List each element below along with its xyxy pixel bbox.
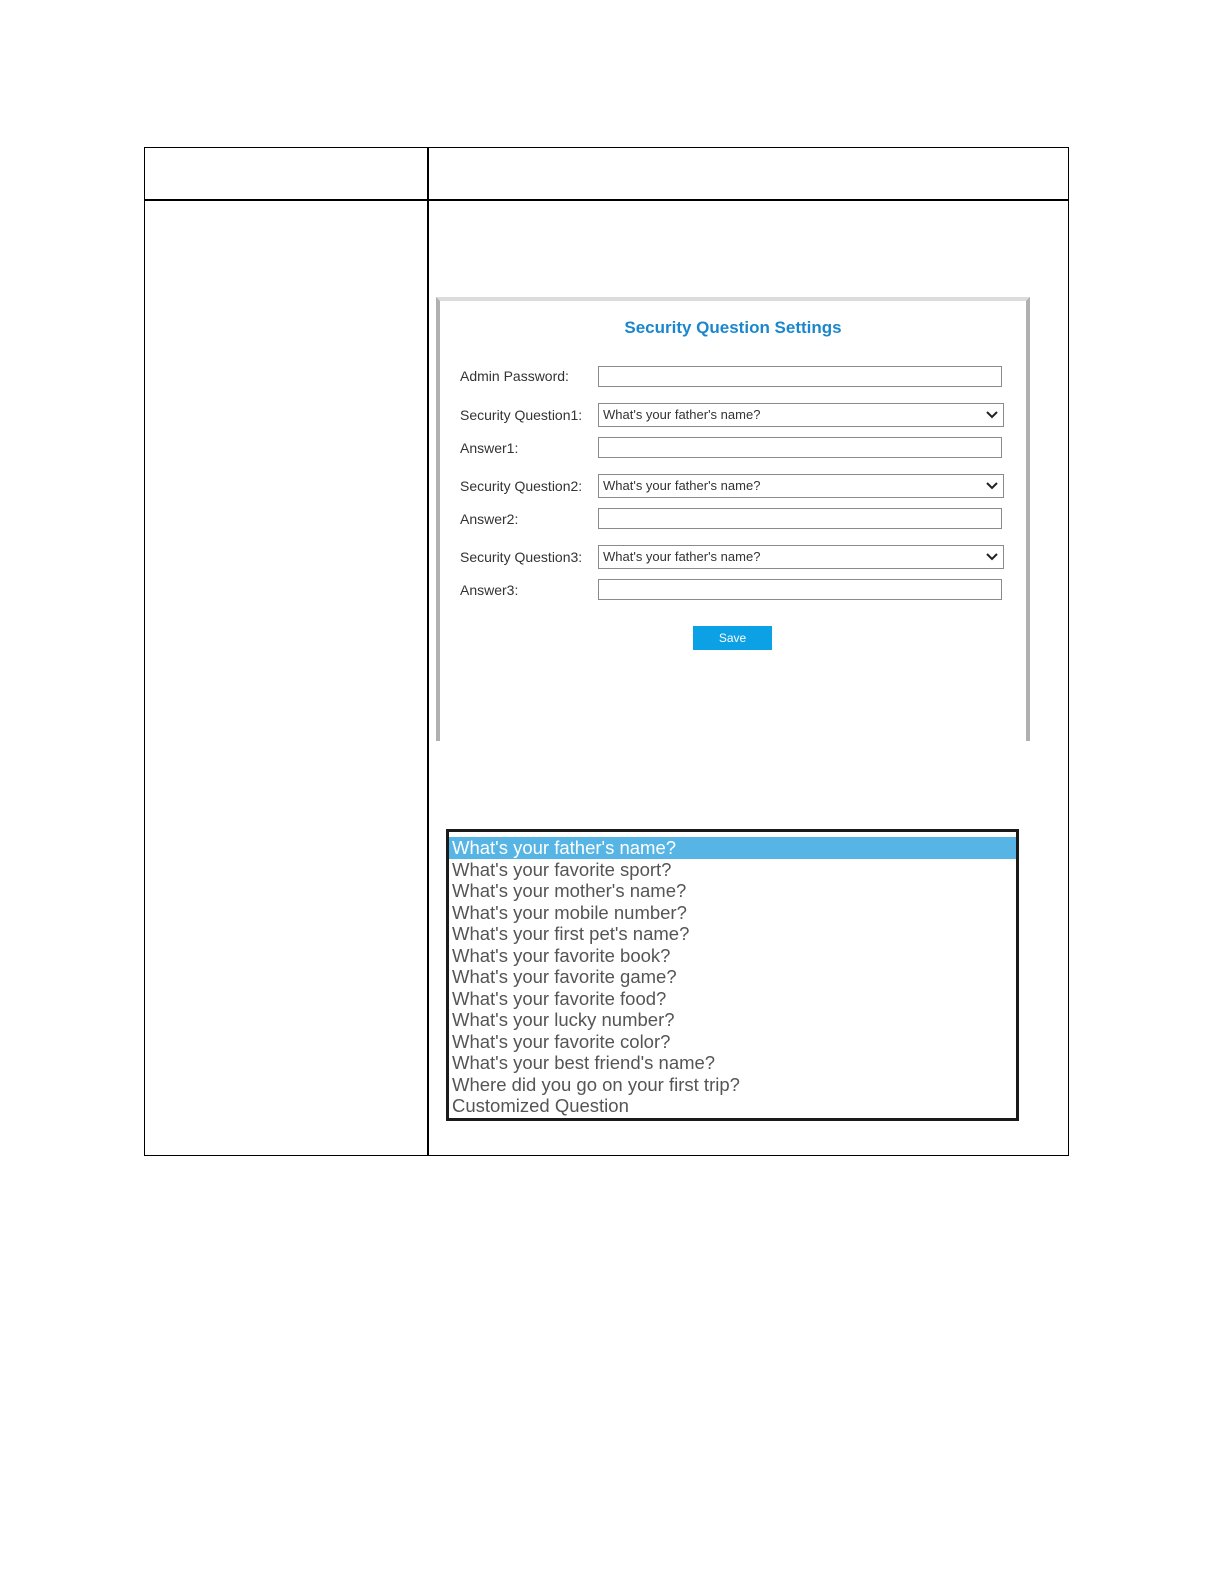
panel-title: Security Question Settings bbox=[624, 318, 842, 337]
security-question-settings-panel bbox=[436, 297, 1030, 741]
security-question-options-list bbox=[446, 829, 1019, 1121]
question-option[interactable]: What's your mobile number? bbox=[452, 901, 687, 923]
save-button[interactable]: Save bbox=[693, 626, 772, 650]
table-column-divider bbox=[427, 148, 429, 1155]
question-option[interactable]: What's your father's name? bbox=[449, 837, 1016, 859]
chevron-down-icon bbox=[985, 477, 999, 493]
question-option[interactable]: What's your favorite food? bbox=[452, 987, 667, 1009]
security-question1-select[interactable] bbox=[598, 403, 1004, 427]
answer3-label: Answer3: bbox=[460, 582, 519, 598]
question-option[interactable]: Where did you go on your first trip? bbox=[452, 1073, 740, 1095]
question-option[interactable]: What's your best friend's name? bbox=[452, 1052, 716, 1073]
answer2-label: Answer2: bbox=[460, 511, 519, 527]
answer1-input[interactable] bbox=[598, 437, 1002, 458]
question-option[interactable]: What's your favorite game? bbox=[452, 966, 677, 987]
question-option[interactable]: What's your favorite book? bbox=[452, 944, 671, 966]
answer2-input[interactable] bbox=[598, 508, 1002, 529]
security-question2-value: What's your father's name? bbox=[603, 478, 761, 493]
security-question3-value: What's your father's name? bbox=[603, 549, 761, 564]
security-question3-select[interactable] bbox=[598, 545, 1004, 569]
security-question3-label: Security Question3: bbox=[460, 549, 583, 565]
table-header-divider bbox=[145, 199, 1068, 201]
security-question1-value: What's your father's name? bbox=[603, 407, 761, 422]
admin-password-label: Admin Password: bbox=[460, 368, 569, 384]
security-question2-label: Security Question2: bbox=[460, 478, 583, 494]
answer1-label: Answer1: bbox=[460, 440, 519, 456]
answer3-input[interactable] bbox=[598, 579, 1002, 600]
chevron-down-icon bbox=[985, 548, 999, 564]
admin-password-input[interactable] bbox=[598, 366, 1002, 387]
security-question1-label: Security Question1: bbox=[460, 407, 583, 423]
security-question2-select[interactable] bbox=[598, 474, 1004, 498]
question-option[interactable]: Customized Question bbox=[452, 1095, 629, 1116]
question-option[interactable]: What's your first pet's name? bbox=[452, 923, 690, 944]
question-option[interactable]: What's your favorite color? bbox=[452, 1030, 671, 1052]
question-option[interactable]: What's your mother's name? bbox=[452, 880, 687, 901]
question-option[interactable]: What's your lucky number? bbox=[452, 1009, 675, 1030]
chevron-down-icon bbox=[985, 406, 999, 422]
question-option[interactable]: What's your favorite sport? bbox=[452, 858, 672, 880]
